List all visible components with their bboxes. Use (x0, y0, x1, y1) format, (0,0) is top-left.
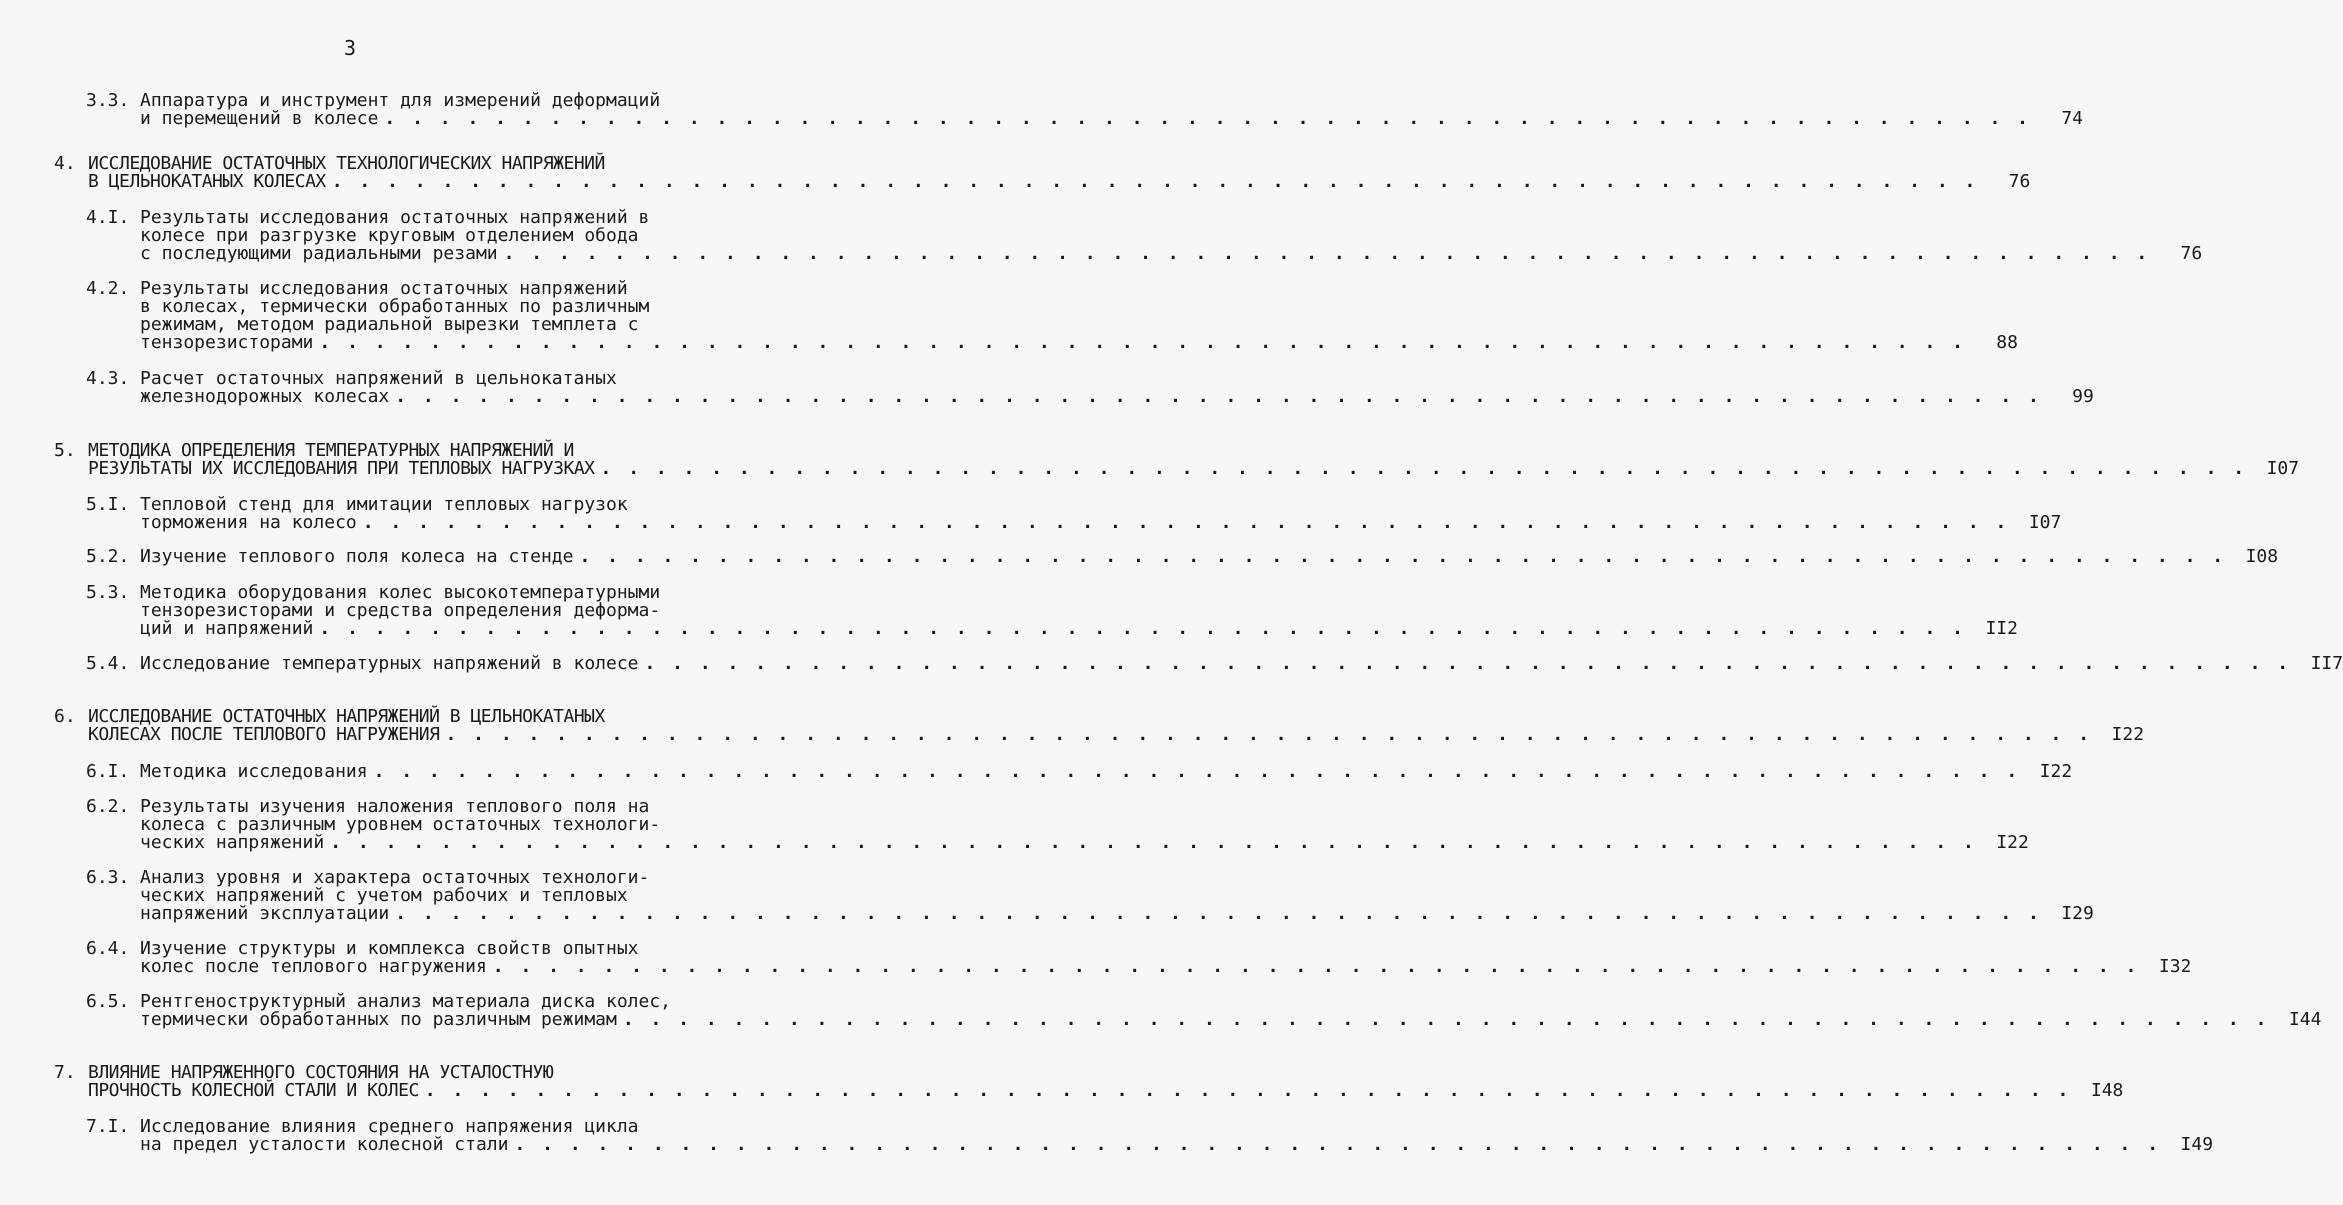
page-number: 3 (343, 36, 357, 60)
dot-leader: . . . . . . . . . . . . . . . . . . . . . . . . . . . . . . . . . . . . . . . . . . . . . . . . . . . . . . . . . . . . (384, 108, 2032, 129)
toc-section-entry (86, 546, 2279, 567)
toc-section-entry (86, 1116, 2214, 1155)
toc-section-entry (86, 796, 2029, 853)
entry-title-line: В ЦЕЛЬНОКАТАНЫХ КОЛЕСАХ (88, 171, 326, 192)
entry-title-line: и перемещений в колесе (140, 108, 379, 129)
entry-number: 5. (54, 440, 76, 461)
toc-section-entry (86, 938, 2192, 977)
toc-section-entry (86, 761, 2073, 782)
toc-chapter-entry (54, 153, 2031, 192)
entry-title-line: режимам, методом радиальной вырезки темплета с (140, 314, 639, 335)
entry-number: 4.2. (86, 278, 130, 299)
entry-title-line: Аппаратура и инструмент для измерений деформаций (140, 90, 661, 111)
entry-title-line: ВЛИЯНИЕ НАПРЯЖЕННОГО СОСТОЯНИЯ НА УСТАЛОСТНУЮ (88, 1062, 554, 1083)
toc-section-entry (86, 582, 2018, 639)
entry-title-line: тензорезисторами (140, 332, 314, 353)
dot-leader: . . . . . . . . . . . . . . . . . . . . . . . . . . . . . . . . . . . . . . . . . . . . . . . . . . . . . . . . . . . . (579, 546, 2227, 567)
entry-page-number: I08 (2245, 546, 2279, 567)
entry-title-line: на предел усталости колесной стали (140, 1134, 509, 1155)
entry-page-number: I22 (1996, 832, 2029, 853)
entry-title-line: Методика исследования (140, 761, 368, 782)
entry-page-number: 74 (2061, 108, 2084, 129)
entry-number: 4. (54, 153, 76, 174)
toc-section-entry (86, 278, 2018, 353)
entry-title-line: РЕЗУЛЬТАТЫ ИХ ИССЛЕДОВАНИЯ ПРИ ТЕПЛОВЫХ НАГРУЗКАХ (88, 458, 595, 479)
entry-number: 5.2. (86, 546, 130, 567)
entry-page-number: I49 (2180, 1134, 2214, 1155)
entry-page-number: I22 (2111, 724, 2145, 745)
toc-chapter-entry (54, 1062, 2124, 1101)
entry-number: 5.3. (86, 582, 130, 603)
dot-leader: . . . . . . . . . . . . . . . . . . . . . . . . . . . . . . . . . . . . . . . . . . . . . . . . . . . . . . . . . . . . (331, 171, 1979, 192)
toc-section-entry (86, 90, 2084, 129)
entry-title-line: колесе при разгрузке круговым отделением обода (140, 225, 639, 246)
toc-section-entry (86, 494, 2062, 533)
dot-leader: . . . . . . . . . . . . . . . . . . . . . . . . . . . . . . . . . . . . . . . . . . . . . . . . . . . . . . . . . . . . (492, 956, 2140, 977)
entry-title-line: Рентгеноструктурный анализ материала диска колес, (140, 991, 672, 1012)
dot-leader: . . . . . . . . . . . . . . . . . . . . . . . . . . . . . . . . . . . . . . . . . . . . . . . . . . . . . . . . . . . . (514, 1134, 2162, 1155)
toc-section-entry (86, 653, 2343, 674)
dot-leader: . . . . . . . . . . . . . . . . . . . . . . . . . . . . . . . . . . . . . . . . . . . . . . . . . . . . . . . . . . . . (330, 832, 1977, 853)
entry-title-line: ПРОЧНОСТЬ КОЛЕСНОЙ СТАЛИ И КОЛЕС (88, 1080, 419, 1101)
entry-page-number: I07 (2028, 512, 2062, 533)
entry-title-line: Изучение структуры и комплекса свойств опытных (140, 938, 639, 959)
dot-leader: . . . . . . . . . . . . . . . . . . . . . . . . . . . . . . . . . . . . . . . . . . . . . . . . . . . . . . . . . . . . (373, 761, 2021, 782)
dot-leader: . . . . . . . . . . . . . . . . . . . . . . . . . . . . . . . . . . . . . . . . . . . . . . . . . . . . . . . . . . . . (644, 653, 2292, 674)
entry-page-number: 99 (2072, 386, 2094, 407)
entry-title-line: Результаты изучения наложения теплового поля на (140, 796, 650, 817)
entry-title-line: Тепловой стенд для имитации тепловых нагрузок (140, 494, 628, 515)
entry-title-line: термически обработанных по различным режимам (140, 1009, 617, 1030)
entry-page-number: II7 (2310, 653, 2343, 674)
dot-leader: . . . . . . . . . . . . . . . . . . . . . . . . . . . . . . . . . . . . . . . . . . . . . . . . . . . . . . . . . . . . (600, 458, 2248, 479)
entry-page-number: 76 (2008, 171, 2031, 192)
toc-section-entry (86, 207, 2203, 264)
entry-title-line: МЕТОДИКА ОПРЕДЕЛЕНИЯ ТЕМПЕРАТУРНЫХ НАПРЯЖЕНИЙ И (88, 440, 574, 461)
entry-number: 6.2. (86, 796, 130, 817)
entry-title-line: Исследование температурных напряжений в колесе (140, 653, 639, 674)
entry-number: 6.5. (86, 991, 130, 1012)
entry-title-line: железнодорожных колесах (140, 386, 390, 407)
entry-page-number: I22 (2039, 761, 2073, 782)
entry-page-number: I44 (2288, 1009, 2322, 1030)
entry-number: 3.3. (86, 90, 130, 111)
entry-title-line: Результаты исследования остаточных напряжений в (140, 207, 650, 228)
entry-title-line: напряжений эксплуатации (140, 903, 390, 924)
dot-leader: . . . . . . . . . . . . . . . . . . . . . . . . . . . . . . . . . . . . . . . . . . . . . . . . . . . . . . . . . . . . (395, 903, 2042, 924)
entry-number: 7.I. (86, 1116, 130, 1137)
entry-number: 5.4. (86, 653, 130, 674)
entry-page-number: 88 (1996, 332, 2018, 353)
toc-section-entry (86, 368, 2094, 407)
entry-number: 6. (54, 706, 76, 727)
dot-leader: . . . . . . . . . . . . . . . . . . . . . . . . . . . . . . . . . . . . . . . . . . . . . . . . . . . . . . . . . . . . (445, 724, 2093, 745)
entry-page-number: II2 (1985, 618, 2018, 639)
entry-title-line: ИССЛЕДОВАНИЕ ОСТАТОЧНЫХ НАПРЯЖЕНИЙ В ЦЕЛЬНОКАТАНЫХ (88, 706, 605, 727)
dot-leader: . . . . . . . . . . . . . . . . . . . . . . . . . . . . . . . . . . . . . . . . . . . . . . . . . . . . . . . . . . . . (319, 332, 1966, 353)
toc-section-entry (86, 991, 2322, 1030)
toc-chapter-entry (54, 440, 2300, 479)
entry-number: 5.I. (86, 494, 130, 515)
dot-leader: . . . . . . . . . . . . . . . . . . . . . . . . . . . . . . . . . . . . . . . . . . . . . . . . . . . . . . . . . . . . (503, 243, 2151, 264)
entry-title-line: ИССЛЕДОВАНИЕ ОСТАТОЧНЫХ ТЕХНОЛОГИЧЕСКИХ НАПРЯЖЕНИЙ (88, 153, 605, 174)
entry-number: 6.4. (86, 938, 130, 959)
entry-title-line: Расчет остаточных напряжений в цельнокатаных (140, 368, 617, 389)
dot-leader: . . . . . . . . . . . . . . . . . . . . . . . . . . . . . . . . . . . . . . . . . . . . . . . . . . . . . . . . . . . . (622, 1009, 2270, 1030)
dot-leader: . . . . . . . . . . . . . . . . . . . . . . . . . . . . . . . . . . . . . . . . . . . . . . . . . . . . . . . . . . . . (319, 618, 1966, 639)
entry-title-line: колеса с различным уровнем остаточных технологи- (140, 814, 661, 835)
entry-title-line: тензорезисторами и средства определения деформа- (140, 600, 661, 621)
entry-page-number: I07 (2266, 458, 2300, 479)
entry-title-line: Изучение теплового поля колеса на стенде (140, 546, 574, 567)
entry-title-line: в колесах, термически обработанных по различным (140, 296, 650, 317)
entry-number: 4.3. (86, 368, 130, 389)
entry-title-line: Анализ уровня и характера остаточных технологи- (140, 867, 650, 888)
entry-title-line: ций и напряжений (140, 618, 314, 639)
entry-title-line: Исследование влияния среднего напряжения цикла (140, 1116, 639, 1137)
toc-chapter-entry (54, 706, 2145, 745)
entry-title-line: с последующими радиальными резами (140, 243, 498, 264)
dot-leader: . . . . . . . . . . . . . . . . . . . . . . . . . . . . . . . . . . . . . . . . . . . . . . . . . . . . . . . . . . . . (424, 1080, 2072, 1101)
toc-section-entry (86, 867, 2094, 924)
entry-title-line: колес после теплового нагружения (140, 956, 487, 977)
entry-page-number: I32 (2158, 956, 2192, 977)
entry-number: 4.I. (86, 207, 130, 228)
dot-leader: . . . . . . . . . . . . . . . . . . . . . . . . . . . . . . . . . . . . . . . . . . . . . . . . . . . . . . . . . . . . (362, 512, 2010, 533)
entry-title-line: торможения на колесо (140, 512, 357, 533)
entry-number: 6.I. (86, 761, 130, 782)
entry-title-line: ческих напряжений (140, 832, 325, 853)
entry-page-number: I48 (2090, 1080, 2124, 1101)
entry-title-line: Результаты исследования остаточных напряжений (140, 278, 628, 299)
entry-page-number: 76 (2180, 243, 2203, 264)
entry-page-number: I29 (2061, 903, 2094, 924)
entry-number: 6.3. (86, 867, 130, 888)
entry-title-line: КОЛЕСАХ ПОСЛЕ ТЕПЛОВОГО НАГРУЖЕНИЯ (88, 724, 440, 745)
dot-leader: . . . . . . . . . . . . . . . . . . . . . . . . . . . . . . . . . . . . . . . . . . . . . . . . . . . . . . . . . . . . (395, 386, 2042, 407)
entry-title-line: Методика оборудования колес высокотемпературными (140, 582, 661, 603)
entry-title-line: ческих напряжений с учетом рабочих и тепловых (140, 885, 628, 906)
entry-number: 7. (54, 1062, 76, 1083)
